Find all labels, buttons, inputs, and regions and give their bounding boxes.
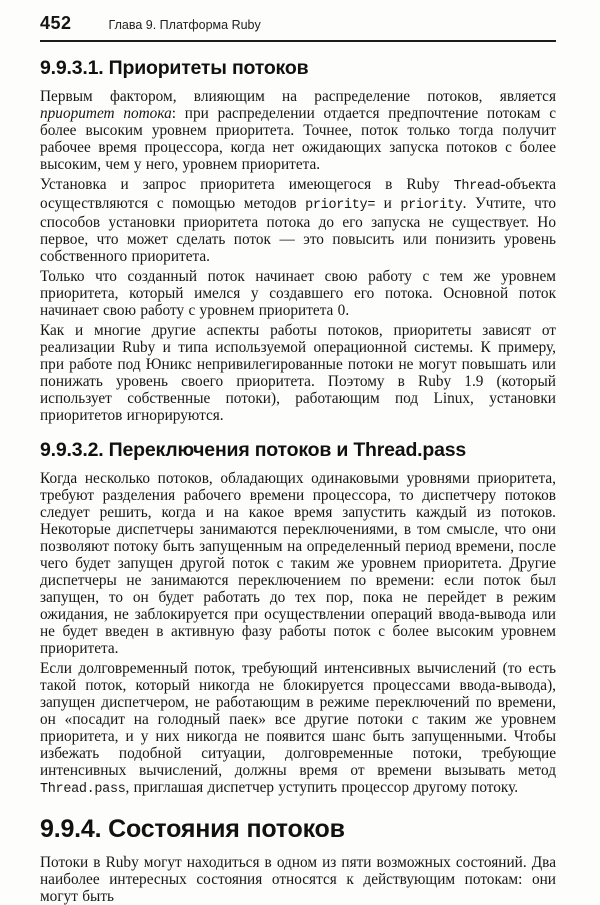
- body-text: Если долговременный поток, требующий интенсивных вычислений (то есть такой поток, который никогда не блокируется процессами ввода-вывода), запущен диспетчером, не работающим в режиме переключений по времени, он «посадит на голодный паек» все другие потоки с таким же уровнем приоритета, и у них никогда не появится шанс быть запущенными. Чтобы избежать подобной ситуации, долговременные потоки, требующие интенсивных вычислений, должны время от времени вызывать метод: [40, 660, 556, 779]
- paragraph: [40, 854, 556, 905]
- body-text: Когда несколько потоков, обладающих одинаковыми уровнями приоритета, требуют разделения рабочего времени процессора, то диспетчеру потоков следует решить, когда и на какое время запустить каждый из потоков. Некоторые диспетчеры занимаются переключениями, в том смысле, что они позволяют потоку быть запущенным на определенный период времени, после чего будет запущен другой поток с таким же уровнем приоритета. Другие диспетчеры не занимаются переключением по времени: если поток был запущен, то он будет работать до тех пор, пока не перейдет в режим ожидания, не заблокируется при осуществлении операций ввода-вывода или не будет введен в активную фазу работы поток с более высоким уровнем приоритета.: [40, 470, 556, 657]
- paragraph: [40, 176, 556, 265]
- emphasis-text: приоритет потока: [40, 105, 172, 122]
- paragraph: [40, 322, 556, 424]
- page-number: 452: [40, 13, 72, 33]
- body-text: Только что созданный поток начинает свою работу с тем же уровнем приоритета, который имелся у создавшего его потока. Основной поток начинает свою работу с уровнем приоритета 0.: [40, 268, 556, 319]
- body-text: . Учтите, что способов установки приоритета потока до его запуска не существует. Но первое, что может сделать поток — это повысить или понизить уровень собственного приоритета.: [40, 195, 557, 265]
- inline-code: Thread.pass: [40, 782, 126, 797]
- paragraph: [40, 88, 556, 173]
- body-text: Потоки в Ruby могут находиться в одном из пяти возможных состояний. Два наиболее интересных состояния относятся к действующим потокам: они могут быть: [40, 854, 556, 905]
- inline-code: priority=: [305, 198, 376, 213]
- page-body: [40, 57, 556, 905]
- running-title: Глава 9. Платформа Ruby: [108, 18, 261, 32]
- body-text: , приглашая диспетчер уступить процессор другому потоку.: [125, 779, 519, 796]
- body-text: Как и многие другие аспекты работы потоков, приоритеты зависят от реализации Ruby и типа используемой операционной системы. К примеру, при работе под Юникс непривилегированные потоки не могут повышать или понижать уровень своего приоритета. Поэтому в Ruby 1.9 (который использует собственные потоки), работающим под Linux, установки приоритетов игнорируются.: [40, 322, 556, 424]
- running-head: [40, 13, 556, 42]
- body-text: и: [375, 195, 401, 212]
- paragraph: [40, 268, 556, 319]
- body-text: Первым фактором, влияющим на распределение потоков, является: [40, 88, 556, 105]
- inline-code: priority: [400, 198, 463, 213]
- inline-code: Thread: [453, 179, 501, 194]
- body-text: -объекта осуществляются с помощью методов: [40, 176, 556, 212]
- paragraph: [40, 470, 556, 657]
- body-text: : при распределении отдается предпочтение потокам с более высоким уровнем приоритета. Точнее, поток только тогда получит рабочее время процессора, когда нет ожидающих запуска потоков с более высоким, чем у него, уровнем приоритета.: [40, 105, 557, 173]
- section-heading: 9.9.4. Состояния потоков: [40, 815, 345, 843]
- paragraph: [40, 660, 556, 798]
- body-text: Установка и запрос приоритета имеющегося в Ruby: [40, 176, 454, 193]
- section-heading: 9.9.3.1. Приоритеты потоков: [40, 57, 309, 79]
- section-heading: 9.9.3.2. Переключения потоков и Thread.pass: [40, 439, 467, 461]
